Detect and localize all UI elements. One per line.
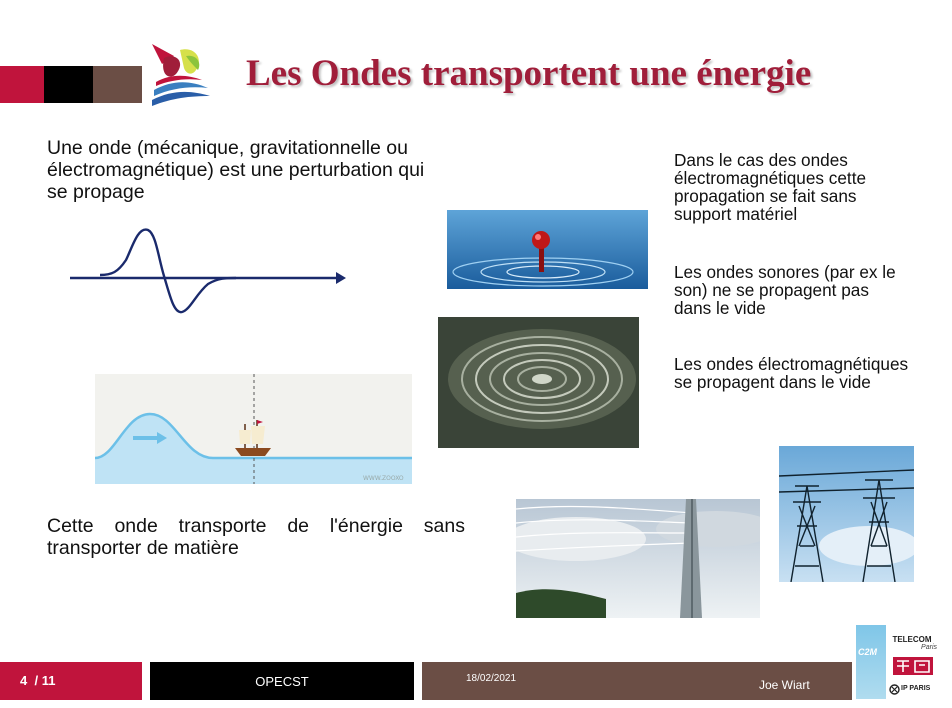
page-current: 4	[20, 673, 28, 688]
antenna-tower-waves-photo	[516, 499, 760, 618]
side-note-sound-waves: Les ondes sonores (par ex le son) ne se propagent pas dans le vide	[674, 262, 896, 318]
telecom-logo-subtext: Paris	[921, 644, 937, 651]
water-ripple-rings-photo	[438, 317, 639, 448]
page-total: / 11	[34, 673, 56, 688]
footer-info	[422, 662, 852, 700]
ocean-wave-boat-illustration	[95, 374, 412, 484]
footer-date: 18/02/2021	[466, 673, 517, 684]
footer-author: Joe Wiart	[759, 678, 810, 692]
footer-event-label: OPECST	[255, 674, 309, 689]
c2m-logo-text: C2M	[858, 647, 878, 657]
header-black-bar	[44, 66, 93, 103]
telecom-logo-mark	[893, 657, 933, 675]
telecom-logo-text: TELECOM	[892, 635, 932, 644]
footer-event	[150, 662, 414, 700]
header-brown-bar	[93, 66, 142, 103]
page-title: Les Ondes transportent une énergie	[246, 53, 812, 94]
ip-paris-mark-icon	[889, 684, 900, 695]
water-drop-ripple-photo	[447, 210, 648, 289]
ip-paris-logo-text: IP PARIS	[901, 685, 931, 692]
power-pylons-photo	[779, 446, 914, 582]
ip-paris-logo	[887, 682, 937, 698]
brand-logo	[146, 40, 212, 110]
wave-pulse-diagram	[68, 224, 348, 320]
telecom-paris-logo	[887, 631, 937, 681]
c2m-logo	[856, 625, 886, 699]
header-red-bar	[0, 66, 44, 103]
side-note-em-waves-medium: Dans le cas des ondes électromagnétiques cette propagation se fait sans support matériel	[674, 150, 867, 224]
footer-page-counter	[20, 673, 55, 688]
conclusion-paragraph: Cette onde transporte de l'énergie sans transporter de matière	[47, 515, 465, 559]
side-note-em-waves-vacuum: Les ondes électromagnétiques se propagent dans le vide	[674, 354, 909, 392]
footer-page-number	[0, 662, 142, 700]
svg-text:WWW.ZOOXO: WWW.ZOOXO	[363, 475, 404, 482]
intro-paragraph: Une onde (mécanique, gravitationnelle ou électromagnétique) est une perturbation qui se propage	[47, 137, 425, 203]
